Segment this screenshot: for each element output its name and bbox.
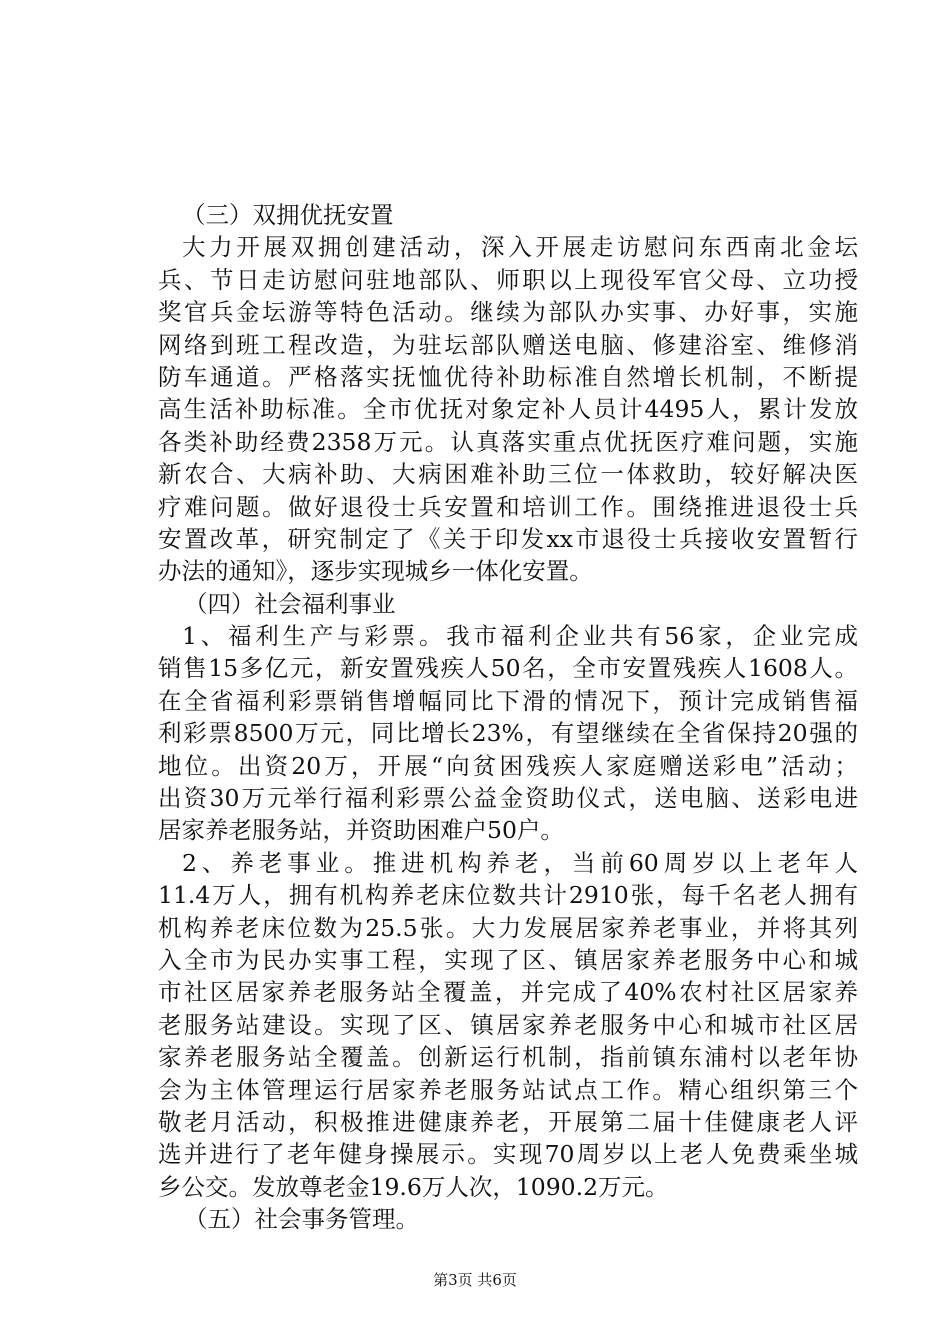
text-line: 高生活补助标准。全市优抚对象定补人员计4495人，累计发放 — [158, 395, 858, 424]
text-line: 1、福利生产与彩票。我市福利企业共有56家，企业完成 — [182, 622, 858, 651]
text-line: 办法的通知》，逐步实现城乡一体化安置。 — [158, 557, 593, 586]
page-footer: 第3页 共6页 — [433, 1271, 517, 1289]
text-line: 安置改革，研究制定了《关于印发xx市退役士兵接收安置暂行 — [158, 524, 858, 553]
text-line: 选并进行了老年健身操展示。实现70周岁以上老人免费乘坐城 — [158, 1140, 858, 1169]
text-line: 敬老月活动，积极推进健康养老，开展第二届十佳健康老人评 — [158, 1107, 858, 1136]
text-line: 出资30万元举行福利彩票公益金资助仪式，送电脑、送彩电进 — [158, 784, 858, 813]
text-line: 在全省福利彩票销售增幅同比下滑的情况下，预计完成销售福 — [158, 686, 858, 715]
text-line: （五）社会事务管理。 — [184, 1205, 419, 1234]
text-line: 大力开展双拥创建活动，深入开展走访慰问东西南北金坛 — [182, 233, 858, 262]
text-line: 利彩票8500万元，同比增长23%，有望继续在全省保持20强的 — [158, 719, 858, 748]
text-line: 各类补助经费2358万元。认真落实重点优抚医疗难问题，实施 — [158, 427, 858, 456]
text-line: 新农合、大病补助、大病困难补助三位一体救助，较好解决医 — [158, 460, 858, 489]
text-line: （三）双拥优抚安置 — [182, 201, 394, 229]
text-line: 入全市为民办实事工程，实现了区、镇居家养老服务中心和城 — [158, 945, 858, 974]
text-line: 老服务站建设。实现了区、镇居家养老服务中心和城市社区居 — [158, 1010, 858, 1039]
text-line: 地位。出资20万，开展“向贫困残疾人家庭赠送彩电”活动； — [158, 751, 858, 780]
text-line: 奖官兵金坛游等特色活动。继续为部队办实事、办好事，实施 — [158, 298, 858, 327]
text-line: 11.4万人，拥有机构养老床位数共计2910张，每千名老人拥有 — [158, 881, 858, 910]
text-line: 机构养老床位数为25.5张。大力发展居家养老事业，并将其列 — [158, 913, 858, 942]
text-line: 防车通道。严格落实抚恤优待补助标准自然增长机制，不断提 — [158, 362, 858, 391]
text-line: 2、养老事业。推进机构养老，当前60周岁以上老年人 — [182, 848, 858, 877]
text-line: 家养老服务站全覆盖。创新运行机制，指前镇东浦村以老年协 — [158, 1043, 858, 1072]
text-line: 市社区居家养老服务站全覆盖，并完成了40%农村社区居家养 — [158, 978, 858, 1007]
text-line: 销售15多亿元，新安置残疾人50名，全市安置残疾人1608人。 — [158, 654, 858, 683]
text-line: 网络到班工程改造，为驻坛部队赠送电脑、修建浴室、维修消 — [158, 330, 858, 359]
text-line: 兵、节日走访慰问驻地部队、师职以上现役军官父母、立功授 — [158, 265, 858, 294]
document-body — [158, 199, 858, 1236]
text-line: 疗难问题。做好退役士兵安置和培训工作。围绕推进退役士兵 — [158, 492, 858, 521]
text-line: 会为主体管理运行居家养老服务站试点工作。精心组织第三个 — [158, 1075, 858, 1104]
text-line: （四）社会福利事业 — [184, 589, 396, 618]
text-line: 居家养老服务站，并资助困难户50户。 — [158, 816, 564, 845]
text-line: 乡公交。发放尊老金19.6万人次，1090.2万元。 — [158, 1172, 669, 1201]
